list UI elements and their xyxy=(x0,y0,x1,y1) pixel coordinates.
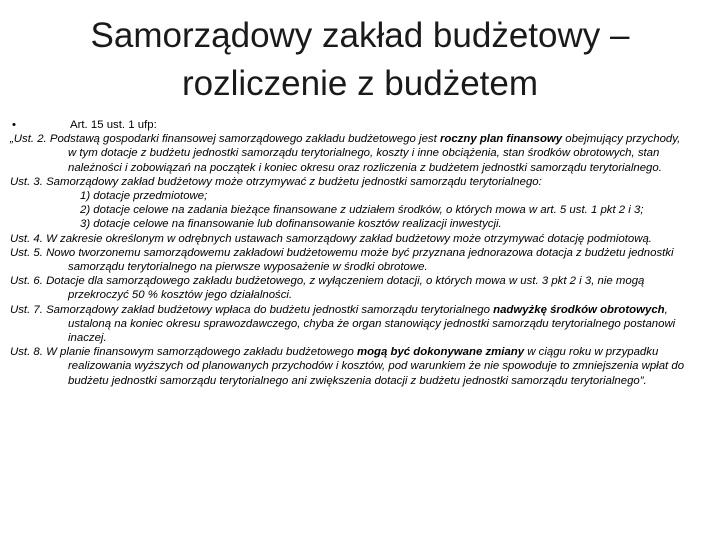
paragraph-ust-8 xyxy=(10,345,690,388)
paragraph-ust-5: Ust. 5. Nowo tworzonemu samorządowemu zakładowi budżetowemu może być przyznana jednorazowa dotacja z budżetu jednostki samorządu terytorialnego na pierwsze wyposażenie w środki obrotowe. xyxy=(10,246,674,274)
paragraph-ust-6: Ust. 6. Dotacje dla samorządowego zakładu budżetowego, z wyłączeniem dotacji, o których mowa w ust. 3 pkt 2 i 3, nie mogą przekroczyć 50 % kosztów jego działalności. xyxy=(10,275,645,302)
ust-2-text-start: „Ust. 2. Podstawą gospodarki finansowej samorządowego zakładu budżetowego jest xyxy=(10,133,440,146)
paragraph-ust-3: Ust. 3. Samorządowy zakład budżetowy może otrzymywać z budżetu jednostki samorządu terytorialnego: xyxy=(10,175,542,188)
ust-8-text-start: Ust. 8. W planie finansowym samorządowego zakładu budżetowego xyxy=(10,346,357,359)
bullet-dot-icon: • xyxy=(12,119,16,131)
ust-2-text-end: obejmujący przychody, w tym dotacje z budżetu jednostki samorządu terytorialnego, koszty i inne obciążenia, stan środków obrotowych, stan należności i zobowiązań na początek i koniec okresu oraz rozliczenia z budżetem jednostki samorządu terytorialnego. xyxy=(68,133,681,174)
paragraph-ust-7 xyxy=(10,303,690,346)
ust-7-text-end: , ustaloną na koniec okresu sprawozdawczego, chyba że organ stanowiący jednostki samorządu terytorialnego postanowi inaczej. xyxy=(68,303,676,345)
slide-title xyxy=(60,12,660,108)
paragraph-ust-2 xyxy=(10,132,690,175)
bullet-text: Art. 15 ust. 1 ufp: xyxy=(70,119,157,131)
ust-3-item-3: 3) dotacje celowe na finansowanie lub dofinansowanie kosztów realizacji inwestycji. xyxy=(80,218,502,231)
ust-7-text-start: Ust. 7. Samorządowy zakład budżetowy wpłaca do budżetu jednostki samorządu terytorialnego xyxy=(10,303,494,316)
ust-3-item-2: 2) dotacje celowe na zadania bieżące finansowane z udziałem środków, o których mowa w art. 5 ust. 1 pkt 2 i 3; xyxy=(80,204,644,217)
ust-3-item-1: 1) dotacje przedmiotowe; xyxy=(80,190,208,203)
slide-content xyxy=(10,118,690,388)
slide-title-line-2: rozliczenie z budżetem xyxy=(182,64,538,103)
ust-8-emphasis: mogą być dokonywane zmiany xyxy=(356,346,525,359)
ust-2-emphasis: roczny plan finansowy xyxy=(439,133,563,146)
ust-7-emphasis: nadwyżkę środków obrotowych xyxy=(493,303,665,316)
ust-8-text-end: w ciągu roku w przypadku realizowania wyższych od planowanych przychodów i kosztów, pod warunkiem że nie spowoduje to zmniejszenia wpłat do budżetu jednostki samorządu terytorialnego ani zwiększenia dotacji z budżetu jednostki samorządu terytorialnego”. xyxy=(68,346,685,387)
slide-title-line-1: Samorządowy zakład budżetowy – xyxy=(90,16,630,55)
paragraph-ust-4: Ust. 4. W zakresie określonym w odrębnych ustawach samorządowy zakład budżetowy może otrzymywać dotację podmiotową. xyxy=(10,232,652,245)
bullet-item xyxy=(10,118,690,132)
